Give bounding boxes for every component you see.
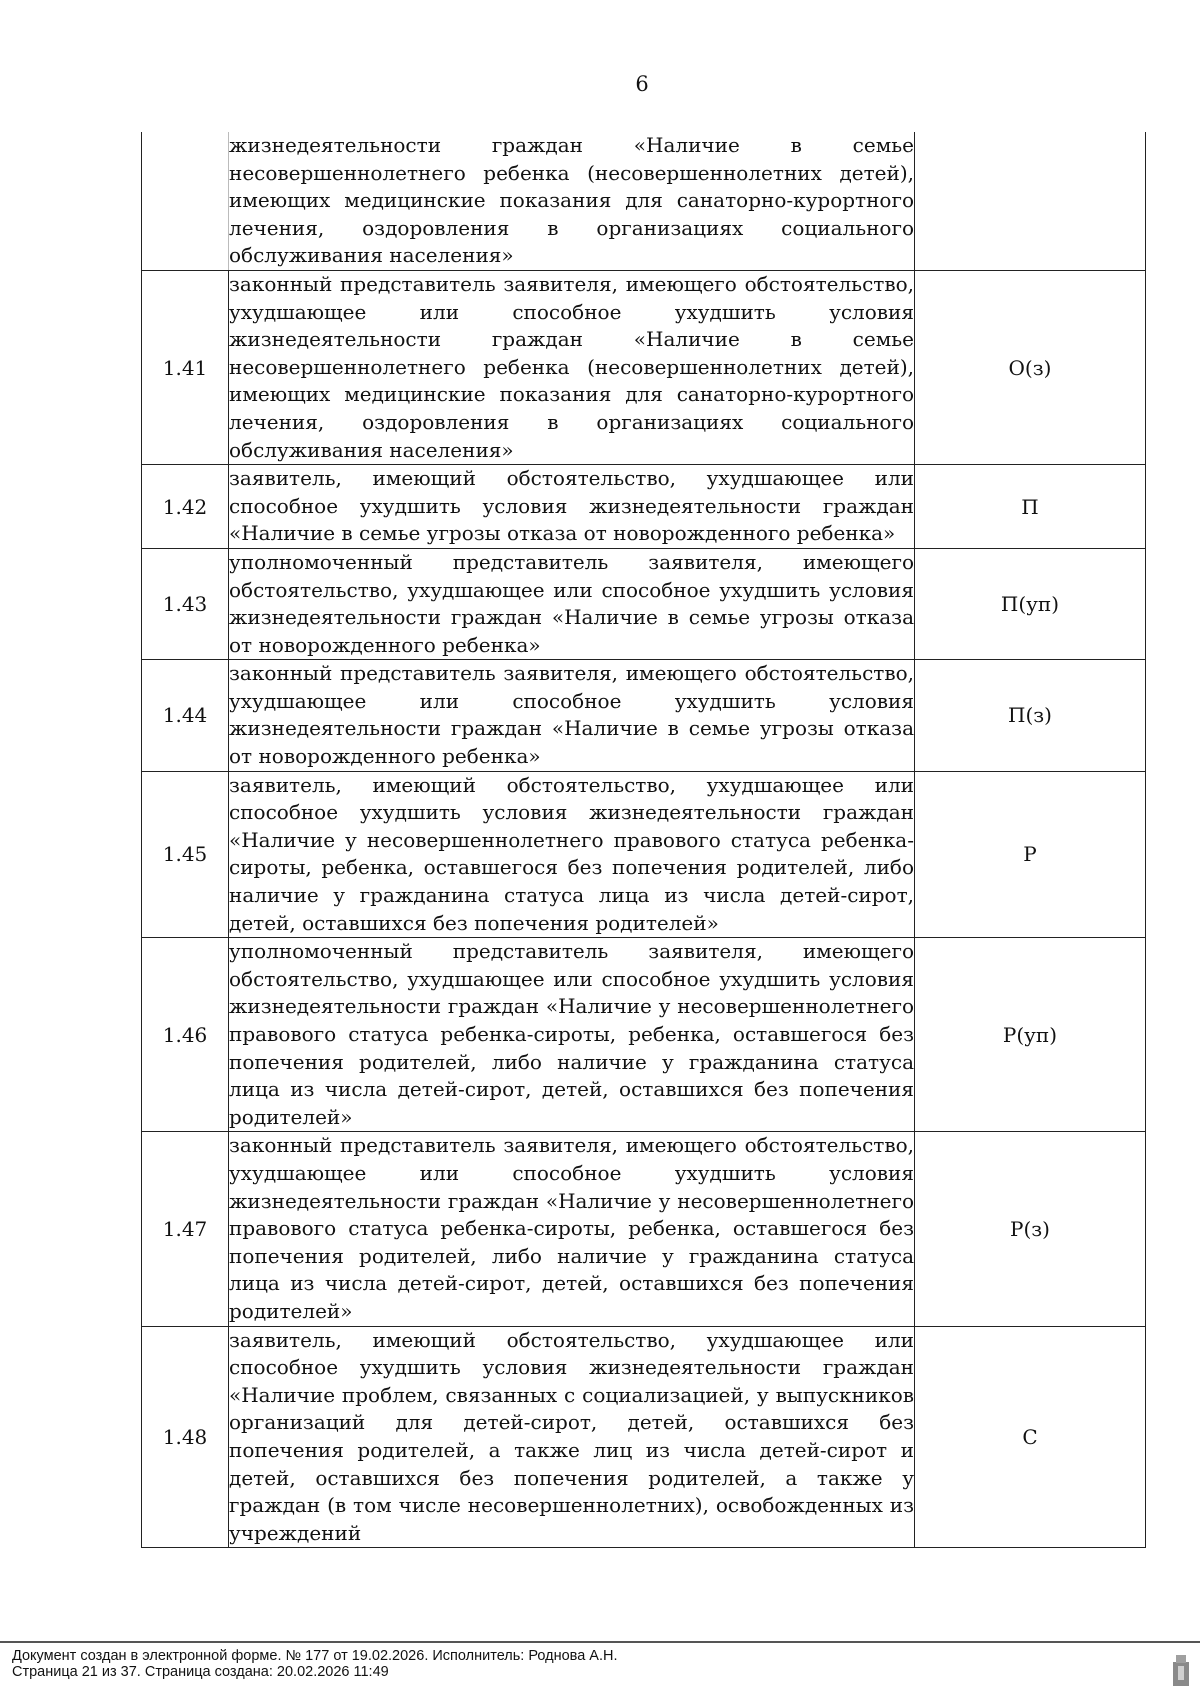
row-number: 1.48 (142, 1326, 229, 1548)
table-row (142, 1326, 1146, 1548)
row-number (142, 132, 229, 270)
table-row (142, 1132, 1146, 1326)
row-number: 1.42 (142, 465, 229, 549)
row-number: 1.46 (142, 938, 229, 1132)
row-text: жизнедеятельности граждан «Наличие в семье несовершеннолетнего ребенка (несовершеннолетних детей), имеющих медицинские показания для санаторно-курортного лечения, оздоровления в организациях социального обслуживания населения» (229, 132, 915, 270)
table-row (142, 270, 1146, 464)
row-code: Р (915, 771, 1146, 938)
footer-divider (0, 1641, 1200, 1643)
footer (12, 1648, 618, 1680)
row-code: Р(з) (915, 1132, 1146, 1326)
emblem-icon (1170, 1652, 1192, 1688)
row-text: законный представитель заявителя, имеющего обстоятельство, ухудшающее или способное ухудшить условия жизнедеятельности граждан «Наличие в семье несовершеннолетнего ребенка (несовершеннолетних детей), имеющих медицинские показания для санаторно-курортного лечения, оздоровления в организациях социального обслуживания населения» (229, 270, 915, 464)
table-row (142, 660, 1146, 771)
table-row (142, 465, 1146, 549)
row-number: 1.43 (142, 548, 229, 659)
table-row (142, 771, 1146, 938)
row-code: Р(уп) (915, 938, 1146, 1132)
row-text: заявитель, имеющий обстоятельство, ухудшающее или способное ухудшить условия жизнедеятельности граждан «Наличие у несовершеннолетнего правового статуса ребенка-сироты, ребенка, оставшегося без попечения родителей, либо наличие у гражданина статуса лица из числа детей-сирот, детей, оставшихся без попечения родителей» (229, 771, 915, 938)
row-code: П(з) (915, 660, 1146, 771)
row-text: заявитель, имеющий обстоятельство, ухудшающее или способное ухудшить условия жизнедеятельности граждан «Наличие проблем, связанных с социализацией, у выпускников организаций для детей-сирот, детей, оставшихся без попечения родителей, а также лиц из числа детей-сирот и детей, оставшихся без попечения родителей, а также у граждан (в том числе несовершеннолетних), освобожденных из учреждений (229, 1326, 915, 1548)
row-code: П(уп) (915, 548, 1146, 659)
row-text: уполномоченный представитель заявителя, имеющего обстоятельство, ухудшающее или способное ухудшить условия жизнедеятельности граждан «Наличие у несовершеннолетнего правового статуса ребенка-сироты, ребенка, оставшегося без попечения родителей, либо наличие у гражданина статуса лица из числа детей-сирот, детей, оставшихся без попечения родителей» (229, 938, 915, 1132)
row-code: С (915, 1326, 1146, 1548)
table-row (142, 132, 1146, 270)
row-text: законный представитель заявителя, имеющего обстоятельство, ухудшающее или способное ухудшить условия жизнедеятельности граждан «Наличие у несовершеннолетнего правового статуса ребенка-сироты, ребенка, оставшегося без попечения родителей, либо наличие у гражданина статуса лица из числа детей-сирот, детей, оставшихся без попечения родителей» (229, 1132, 915, 1326)
row-code: О(з) (915, 270, 1146, 464)
footer-line-page: Страница 21 из 37. Страница создана: 20.02.2026 11:49 (12, 1664, 389, 1680)
table-row (142, 548, 1146, 659)
footer-line-document: Документ создан в электронной форме. № 177 от 19.02.2026. Исполнитель: Роднова А.Н. (12, 1648, 618, 1664)
row-number: 1.44 (142, 660, 229, 771)
row-text: уполномоченный представитель заявителя, имеющего обстоятельство, ухудшающее или способное ухудшить условия жизнедеятельности граждан «Наличие в семье угрозы отказа от новорожденного ребенка» (229, 548, 915, 659)
row-number: 1.41 (142, 270, 229, 464)
row-code (915, 132, 1146, 270)
document-table (141, 132, 1146, 1548)
row-number: 1.47 (142, 1132, 229, 1326)
row-text: законный представитель заявителя, имеющего обстоятельство, ухудшающее или способное ухудшить условия жизнедеятельности граждан «Наличие в семье угрозы отказа от новорожденного ребенка» (229, 660, 915, 771)
table-row (142, 938, 1146, 1132)
row-code: П (915, 465, 1146, 549)
page-number: 6 (635, 72, 649, 96)
row-text: заявитель, имеющий обстоятельство, ухудшающее или способное ухудшить условия жизнедеятельности граждан «Наличие в семье угрозы отказа от новорожденного ребенка» (229, 465, 915, 549)
row-number: 1.45 (142, 771, 229, 938)
